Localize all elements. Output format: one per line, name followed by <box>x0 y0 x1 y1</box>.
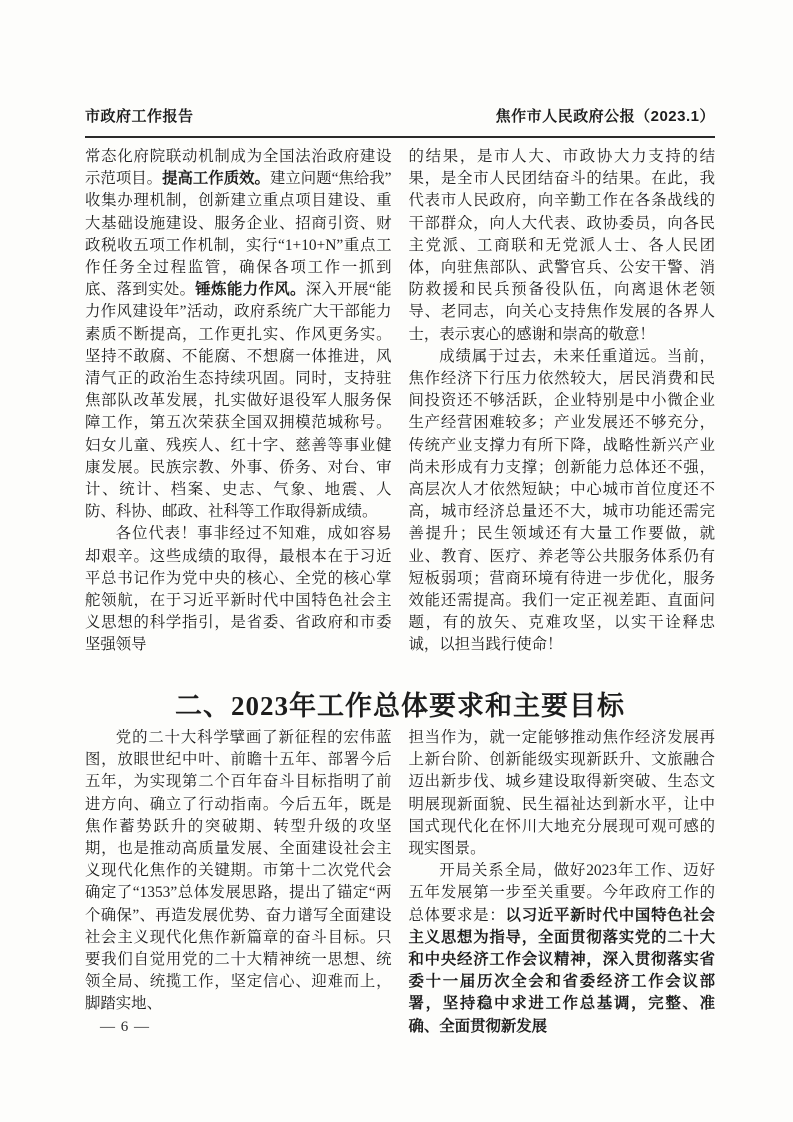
paragraph <box>409 727 716 860</box>
top-left-column <box>85 146 392 657</box>
page-number: — 6 — <box>100 1019 150 1035</box>
body-text: 开局关系全局，做好2023年工作、迈好五年发展第一步至关重要。今年政府工作的总体要求是： <box>408 862 715 924</box>
paragraph <box>85 727 392 1016</box>
body-text: 各位代表！事非经过不知难，成如容易却艰辛。这些成绩的取得，最根本在于习近平总书记作为党中央的核心、全党的核心掌舵领航，在于习近平新时代中国特色社会主义思想的科学指引，是省委、省政府和市委坚强领导 <box>85 525 392 654</box>
body-text: 建立问题“焦给我”收集办理机制，创新建立重点项目建设、重大基础设施建设、服务企业、招商引资、财政税收五项工作机制，实行“1+10+N”重点工作任务全过程监管，确保各项工作一抓到底、落到实处。 <box>85 170 392 299</box>
paragraph <box>409 346 716 657</box>
paragraph <box>409 146 716 346</box>
goals-section <box>85 727 715 1038</box>
achievements-section <box>85 146 715 657</box>
bottom-left-column <box>85 727 392 1038</box>
emphasis-text: 提高工作质效。 <box>162 170 270 188</box>
bottom-right-column <box>409 727 716 1038</box>
body-text: 成绩属于过去，未来任重道远。当前，焦作经济下行压力依然较大，居民消费和民间投资还不够活跃，企业特别是中小微企业生产经营困难较多；产业发展还不够充分，传统产业支撑力有所下降，战略性新兴产业尚未形成有力支撑；创新能力总体还不强，高层次人才依然短缺；中心城市首位度还不高，城市经济总量还不大，城市功能还需完善提升；民生领域还有大量工作要做，就业、教育、医疗、养老等公共服务体系仍有短板弱项；营商环境有待进一步优化，服务效能还需提高。我们一定正视差距、直面问题，有的放矢、克难攻坚，以实干诠释忠诚，以担当践行使命！ <box>408 347 715 654</box>
paragraph <box>85 523 392 656</box>
body-text: 担当作为，就一定能够推动焦作经济发展再上新台阶、创新能级实现新跃升、文旅融合迈出新步伐、城乡建设取得新突破、生态文明展现新面貌、民生福祉达到新水平，让中国式现代化在怀川大地充分展现可观可感的现实图景。 <box>408 729 715 858</box>
emphasis-text: 以习近平新时代中国特色社会主义思想为指导，全面贯彻落实党的二十大和中央经济工作会议精神，深入贯彻落实省委十一届历次全会和省委经济工作会议部署，坚持稳中求进工作总基调，完整、准确、全面贯彻新发展 <box>408 906 715 1035</box>
body-text: 的结果，是市人大、市政协大力支持的结果，是全市人民团结奋斗的结果。在此，我代表市人民政府，向辛勤工作在各条战线的干部群众，向人大代表、政协委员，向各民主党派、工商联和无党派人士、各人民团体，向驻焦部队、武警官兵、公安干警、消防救援和民兵预备役队伍，向离退休老领导、老同志，向关心支持焦作发展的各界人士，表示衷心的感谢和崇高的敬意！ <box>408 148 715 343</box>
paragraph <box>409 860 716 1038</box>
top-right-column <box>409 146 716 657</box>
header-rule <box>85 136 715 138</box>
body-text: 常态化府院联动机制成为全国法治政府建设示范项目。 <box>85 148 392 188</box>
section-heading: 二、2023年工作总体要求和主要目标 <box>175 691 625 722</box>
emphasis-text: 锤炼能力作风。 <box>195 281 306 299</box>
header-right-title: 焦作市人民政府公报（2023.1） <box>495 108 715 125</box>
body-text: 党的二十大科学擘画了新征程的宏伟蓝图，放眼世纪中叶、前瞻十五年、部署今后五年，为实现第二个百年奋斗目标指明了前进方向、确立了行动指南。今后五年，既是焦作蓄势跃升的突破期、转型升级的攻坚期，也是推动高质量发展、全面建设社会主义现代化焦作的关键期。市第十二次党代会确定了“1353”总体发展思路，提出了锚定“两个确保”、再造发展优势、奋力谱写全面建设社会主义现代化焦作新篇章的奋斗目标。只要我们自觉用党的二十大精神统一思想、统领全局、统揽工作，坚定信心、迎难而上，脚踏实地、 <box>85 729 392 1013</box>
header-left-title: 市政府工作报告 <box>85 108 194 125</box>
paragraph <box>85 146 392 523</box>
body-text: 深入开展“能力作风建设年”活动，政府系统广大干部能力素质不断提高，工作更扎实、作风更务实。坚持不敢腐、不能腐、不想腐一体推进，风清气正的政治生态持续巩固。同时，支持驻焦部队改革发展，扎实做好退役军人服务保障工作，第五次荣获全国双拥模范城称号。妇女儿童、残疾人、红十字、慈善等事业健康发展。民族宗教、外事、侨务、对台、审计、统计、档案、史志、气象、地震、人防、科协、邮政、社科等工作取得新成绩。 <box>85 281 392 521</box>
page-header <box>85 105 715 126</box>
